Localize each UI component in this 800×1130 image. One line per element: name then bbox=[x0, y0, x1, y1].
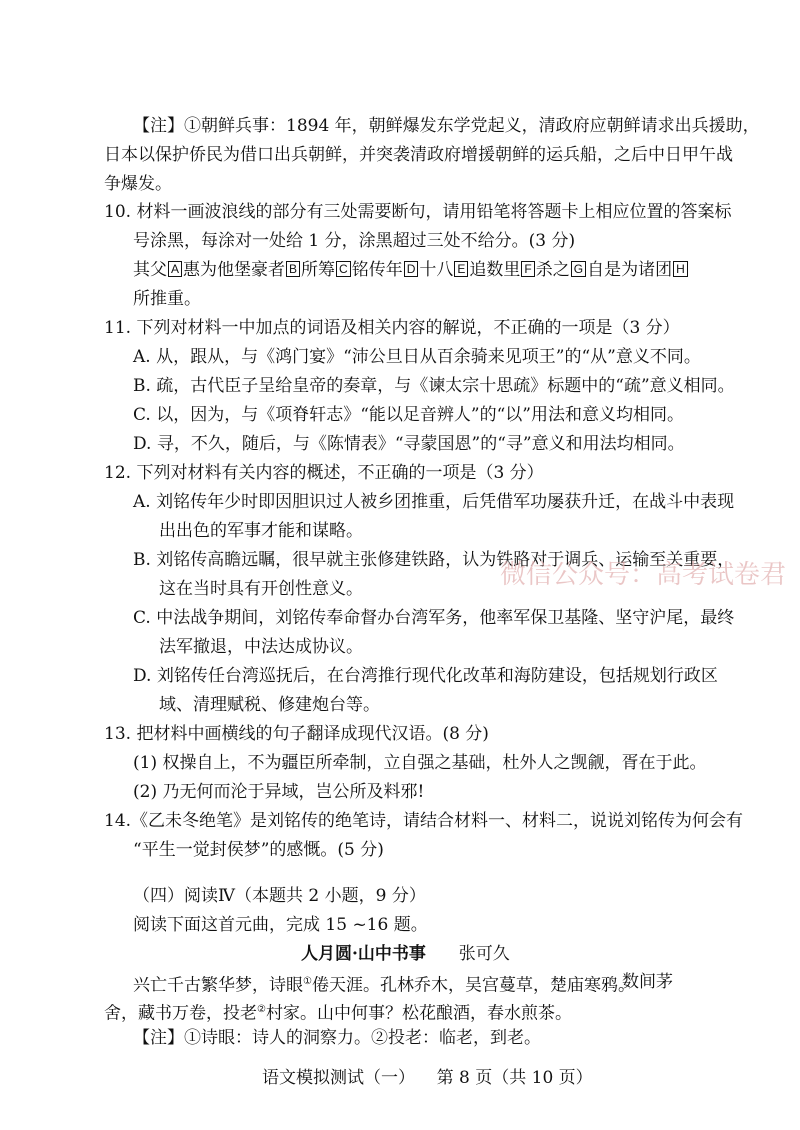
q12-stem: 12. 下列对材料有关内容的概述，不正确的一项是（3 分） bbox=[104, 463, 544, 483]
q10-seg-7: 自是为诸团 bbox=[587, 260, 673, 280]
note-line-2: 日本以保护侨民为借口出兵朝鲜，并突袭清政府增援朝鲜的运兵船，之后中日甲午战 bbox=[104, 145, 733, 165]
page-footer: 语文模拟测试（一） 第 8 页（共 10 页） bbox=[262, 1068, 593, 1088]
q10-seg-0: 其父 bbox=[133, 260, 167, 280]
q10-seg-2: 所筹 bbox=[301, 260, 336, 280]
q10-stem-line-2: 号涂黑，每涂对一处给 1 分，涂黑超过三处不给分。(3 分) bbox=[133, 231, 576, 251]
q12-option-c-line-2: 法军撤退，中法达成协议。 bbox=[159, 637, 363, 657]
q10-stem-line-1: 10. 材料一画波浪线的部分有三处需要断句，请用铅笔将答题卡上相应位置的答案标 bbox=[104, 202, 732, 222]
q11-option-d: D. 寻，不久，随后，与《陈情表》“寻蒙国恩”的“寻”意义和用法均相同。 bbox=[133, 434, 685, 454]
watermark: 微信公众号：高考试卷君 bbox=[500, 560, 787, 590]
q12-option-a-line-1: A. 刘铭传年少时即因胆识过人被乡团推重，后凭借军功屡获升迁，在战斗中表现 bbox=[133, 492, 735, 512]
q10-seg-1: 惠为他堡豪者 bbox=[183, 260, 286, 280]
q12-option-c-line-1: C. 中法战争期间，刘铭传奉命督办台湾军务，他率军保卫基隆、坚守沪尾，最终 bbox=[133, 608, 735, 628]
section-4-instruction: 阅读下面这首元曲，完成 15 ~16 题。 bbox=[133, 915, 428, 935]
poem-line-1 bbox=[133, 970, 635, 998]
q12-option-b-line-2: 这在当时具有开创性意义。 bbox=[159, 579, 363, 599]
answer-box-a[interactable]: A bbox=[168, 261, 182, 277]
poem-note: 【注】①诗眼：诗人的洞察力。②投老：临老，到老。 bbox=[133, 1028, 541, 1048]
q10-seg-3: 铭传年 bbox=[351, 260, 403, 280]
q10-seg-6: 杀之 bbox=[535, 260, 570, 280]
poem-title-line bbox=[301, 942, 510, 966]
q12-option-d-line-1: D. 刘铭传任台湾巡抚后，在台湾推行现代化改革和海防建设，包括规划行政区 bbox=[133, 666, 718, 686]
poem-line-2-part-b: 村家。山中何事？松花酿酒，春水煎茶。 bbox=[265, 1003, 572, 1024]
section-4-header: （四）阅读Ⅳ（本题共 2 小题，9 分） bbox=[133, 886, 426, 906]
q11-option-b: B. 疏，古代臣子呈给皇帝的奏章，与《谏太宗十思疏》标题中的“疏”意义相同。 bbox=[133, 376, 735, 396]
q10-line-4: 所推重。 bbox=[133, 289, 201, 309]
poem-line-2-part-a: 舍，藏书万卷，投老 bbox=[104, 1003, 257, 1024]
answer-box-b[interactable]: B bbox=[286, 261, 300, 277]
answer-box-f[interactable]: F bbox=[521, 261, 534, 277]
answer-box-d[interactable]: D bbox=[404, 261, 419, 277]
q11-stem: 11. 下列对材料一中加点的词语及相关内容的解说，不正确的一项是（3 分） bbox=[104, 318, 680, 338]
q12-option-a-line-2: 出出色的军事才能和谋略。 bbox=[159, 521, 363, 541]
q12-option-d-line-2: 域、清理赋税、修建炮台等。 bbox=[159, 695, 380, 715]
poem-line-1-part-b: 倦天涯。孔林乔木，吴宫蔓草，楚庙寒鸦。 bbox=[311, 975, 635, 996]
poem-line-2 bbox=[104, 998, 572, 1026]
q13-sentence-1: (1) 权操自上，不为疆臣所牵制，立自强之基础，杜外人之觊觎，胥在于此。 bbox=[133, 753, 707, 773]
q11-option-c: C. 以，因为，与《项脊轩志》“能以足音辨人”的“以”用法和意义均相同。 bbox=[133, 405, 684, 425]
q14-line-1: 14.《乙未冬绝笔》是刘铭传的绝笔诗，请结合材料一、材料二，说说刘铭传为何会有 bbox=[104, 811, 744, 831]
footnote-marker-1: ① bbox=[303, 976, 312, 987]
q11-option-a: A. 从，跟从，与《鸿门宴》“沛公旦日从百余骑来见项王”的“从”意义不同。 bbox=[133, 347, 701, 367]
q12-option-b-line-1: B. 刘铭传高瞻远瞩，很早就主张修建铁路，认为铁路对于调兵、运输至关重要， bbox=[133, 550, 735, 570]
answer-box-h[interactable]: H bbox=[673, 261, 688, 277]
poem-line-1-part-a: 兴亡千古繁华梦，诗眼 bbox=[133, 975, 303, 996]
q10-seg-5: 追数里 bbox=[469, 260, 521, 280]
answer-box-c[interactable]: C bbox=[336, 261, 351, 277]
poem-title: 人月圆·山中书事 bbox=[301, 944, 426, 964]
q10-seg-4: 十八 bbox=[419, 260, 454, 280]
answer-box-e[interactable]: E bbox=[454, 261, 468, 277]
q13-sentence-2: (2) 乃无何而沦于异域，岂公所及料邪! bbox=[133, 782, 425, 802]
poem-line-1-part-c: 数间茅 bbox=[622, 972, 673, 992]
note-line-1: 【注】①朝鲜兵事：1894 年，朝鲜爆发东学党起义，清政府应朝鲜请求出兵援助， bbox=[133, 116, 760, 136]
note-line-3: 争爆发。 bbox=[104, 174, 172, 194]
q13-stem: 13. 把材料中画横线的句子翻译成现代汉语。(8 分) bbox=[104, 724, 489, 744]
footnote-marker-2: ② bbox=[257, 1004, 266, 1015]
q10-segmentation-line bbox=[133, 258, 689, 282]
q14-line-2: “平生一觉封侯梦”的感慨。(5 分) bbox=[133, 840, 384, 860]
poem-author: 张可久 bbox=[458, 944, 510, 964]
answer-box-g[interactable]: G bbox=[571, 261, 586, 277]
